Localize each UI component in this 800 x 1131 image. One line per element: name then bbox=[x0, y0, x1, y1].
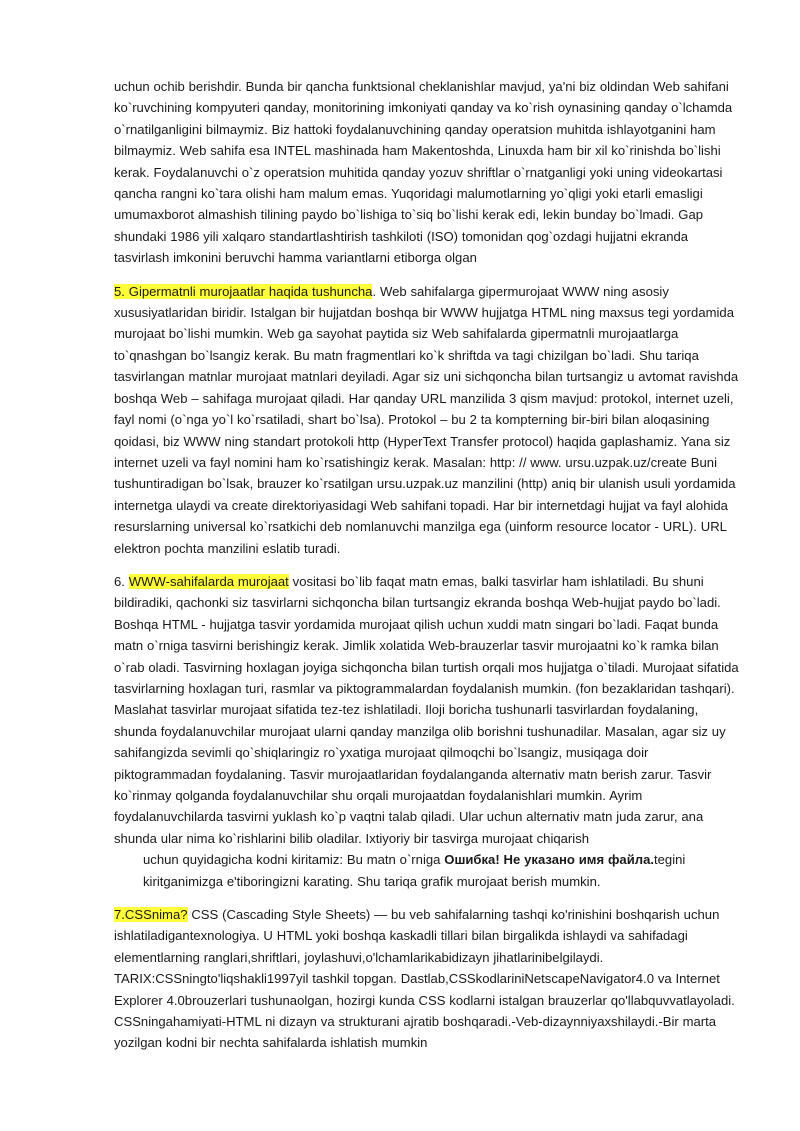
section-7-heading: 7.CSSnima? bbox=[114, 907, 188, 923]
indent-text-after: tegini kiritganimizga e'tiboringizni karating. Shu tariqa grafik murojaat berish mumkin. bbox=[143, 852, 686, 889]
section-5-heading: 5. Gipermatnli murojaatlar haqida tushuncha bbox=[114, 283, 373, 299]
section-6-body: vositasi bo`lib faqat matn emas, balki tasvirlar ham ishlatiladi. Bu shuni bildiradiki, qachonki siz tasvirlarni sichqoncha bilan turtsangiz ekranda boshqa Web-hujjat paydo bo`ladi. Boshqa HTML - hujjatga tasvir yordamida murojaat qilish uchun xuddi matn singari bo`ladi. Faqat bunda matn o`rniga tasvirni berishingiz kerak. Jimlik xolatida Web-brauzerlar tasvir murojaatni ko`k ramka bilan o`rab oladi. Tasvirning hoxlagan joyiga sichqoncha bilan turtish orqali mos hujjatga o`tiladi. Murojaat sifatida tasvirlarning hoxlagan turi, rasmlar va piktogrammalardan foydalanish mumkin. (fon bezaklaridan tashqari). Maslahat tasvirlar murojaat sifatida tez-tez ishlatiladi. Iloji boricha tushunarli tasvirlardan foydalaning, shunda foydalanuvchilar murojaat ularni qanday manzilga olib borishni tushunadilar. Masalan, agar siz uy sahifangizda sevimli qo`shiqlaringiz ro`yxatiga murojaat qilmoqchi bo`lsangiz, musiqaga doir piktogrammadan foydalaning. Tasvir murojaatlaridan foydalanganda alternativ matn berish zarur. Tasvir ko`rinmay qolganda foydalanuvchilar shu orqali murojaatdan foydalanishlari mumkin. Ayrim foydalanuvchilarda tasvirni yuklash ko`p vaqtni talab qiladi. Ular uchun alternativ matn juda zarur, ana shunda ular nima ko`rishlarini bilib oladilar. Ixtiyoriy bir tasvirga murojaat chiqarish bbox=[114, 573, 739, 846]
section-5-body: . Web sahifalarga gipermurojaat WWW ning asosiy xususiyatlaridan biridir. Istalgan bir hujjatdan boshqa bir WWW hujjatga HTML ning maxsus tegi yordamida murojaat bo`lishi mumkin. Web ga sayohat paytida siz Web sahifalarda gipermatnli murojaatlarga to`qnashgan bo`lsangiz kerak. Bu matn fragmentlari ko`k shriftda va tagi chizilgan bo`ladi. Shu tariqa tasvirlangan matnlar murojaat matnlari deyiladi. Agar siz uni sichqoncha bilan turtsangiz u avtomat ravishda boshqa Web – sahifaga murojaat qiladi. Har qanday URL manzilida 3 qism mavjud: protokol, internet uzeli, fayl nomi (o`nga yo`l ko`rsatiladi, shart bo`lsa). Protokol – bu 2 ta kompterning bir-biri bilan aloqasining qoidasi, biz WWW ning standart protokoli http (HyperText Transfer protocol) haqida gaplashamiz. Yana siz internet uzeli va fayl nomini ham ko`rsatishingiz kerak. Masalan: http: // www. ursu.uzpak.uz/create Buni tushuntiradigan bo`lsak, brauzer ko`rsatilgan ursu.uzpak.uz manzilini (http) aniq bir ulanish usuli yordamida internetga ulaydi va create direktoriyasidagi Web sahifani topadi. Har bir internetdagi hujjat va fayl alohida resurslarning universal ko`rsatkichi deb nomlanuvchi manzilga ega (uinform resource locator - URL). URL elektron pochta manzilini eslatib turadi. bbox=[114, 283, 739, 556]
section-6-paragraph bbox=[114, 571, 740, 892]
indent-text-before: uchun quyidagicha kodni kiritamiz: Bu matn o`rniga bbox=[143, 852, 445, 868]
section-6-heading: WWW-sahifalarda murojaat bbox=[128, 573, 289, 589]
section-5-paragraph bbox=[114, 281, 740, 559]
section-6-number: 6. bbox=[114, 573, 129, 589]
intro-paragraph: uchun ochib berishdir. Bunda bir qancha funktsional cheklanishlar mavjud, ya'ni biz oldindan Web sahifani ko`ruvchining kompyuteri qanday, monitorining imkoniyati qanday va ko`rish oynasining qanday o`lchamda o`rnatilganligini bilmaymiz. Biz hattoki foydalanuvchining qanday operatsion muhitda ishlayotganini ham bilmaymiz. Web sahifa esa INTEL mashinada ham Makentoshda, Linuxda ham bir xil ko`rinishda bo`lishi kerak. Foydalanuvchi o`z operatsion muhitida qanday yozuv shriftlar o`rnatganligi yoki uning videokartasi qancha rangni ko`tara olishi ham malum emas. Yuqoridagi malumotlarning yo`qligi yoki etarli emasligi umumaxborot almashish tilining paydo bo`lishiga to`siq bo`lishi kerak edi, lekin bunday bo`lmadi. Gap shundaki 1986 yili xalqaro standartlashtirish tashkiloti (ISO) tomonidan qog`ozdagi hujjatni ekranda tasvirlash imkonini beruvchi hamma variantlarni etiborga olgan bbox=[114, 79, 733, 266]
section-7-body: CSS (Cascading Style Sheets) — bu veb sahifalarning tashqi ko'rinishini boshqarish uchun ishlatiladigantexnologiya. U HTML yoki boshqa kaskadli tillari bilan birgalikda ishlaydi va sahifadagi elementlarning ranglari,shriftlari, joylashuvi,o'lchamlarikabidizayn jihatlarinibelgilaydi. TARIX:CSSningto'liqshakli1997yil tashkil topgan. Dastlab,CSSkodlariniNetscapeNavigator4.0 va Internet Explorer 4.0brouzerlari tushunaolgan, hozirgi kunda CSS kodlarni istalgan brauzerlar qo'llabquvvatlayoladi. CSSningahamiyati-HTML ni dizayn va strukturani ajratib boshqaradi.-Veb-dizaynniyaxshilaydi.-Bir marta yozilgan kodni bir nechta sahifalarda ishlatish mumkin bbox=[114, 907, 735, 1051]
section-7-paragraph bbox=[114, 904, 740, 1054]
section-6-indented-text bbox=[114, 849, 740, 892]
error-field-text: Ошибка! Не указано имя файла. bbox=[444, 852, 654, 868]
